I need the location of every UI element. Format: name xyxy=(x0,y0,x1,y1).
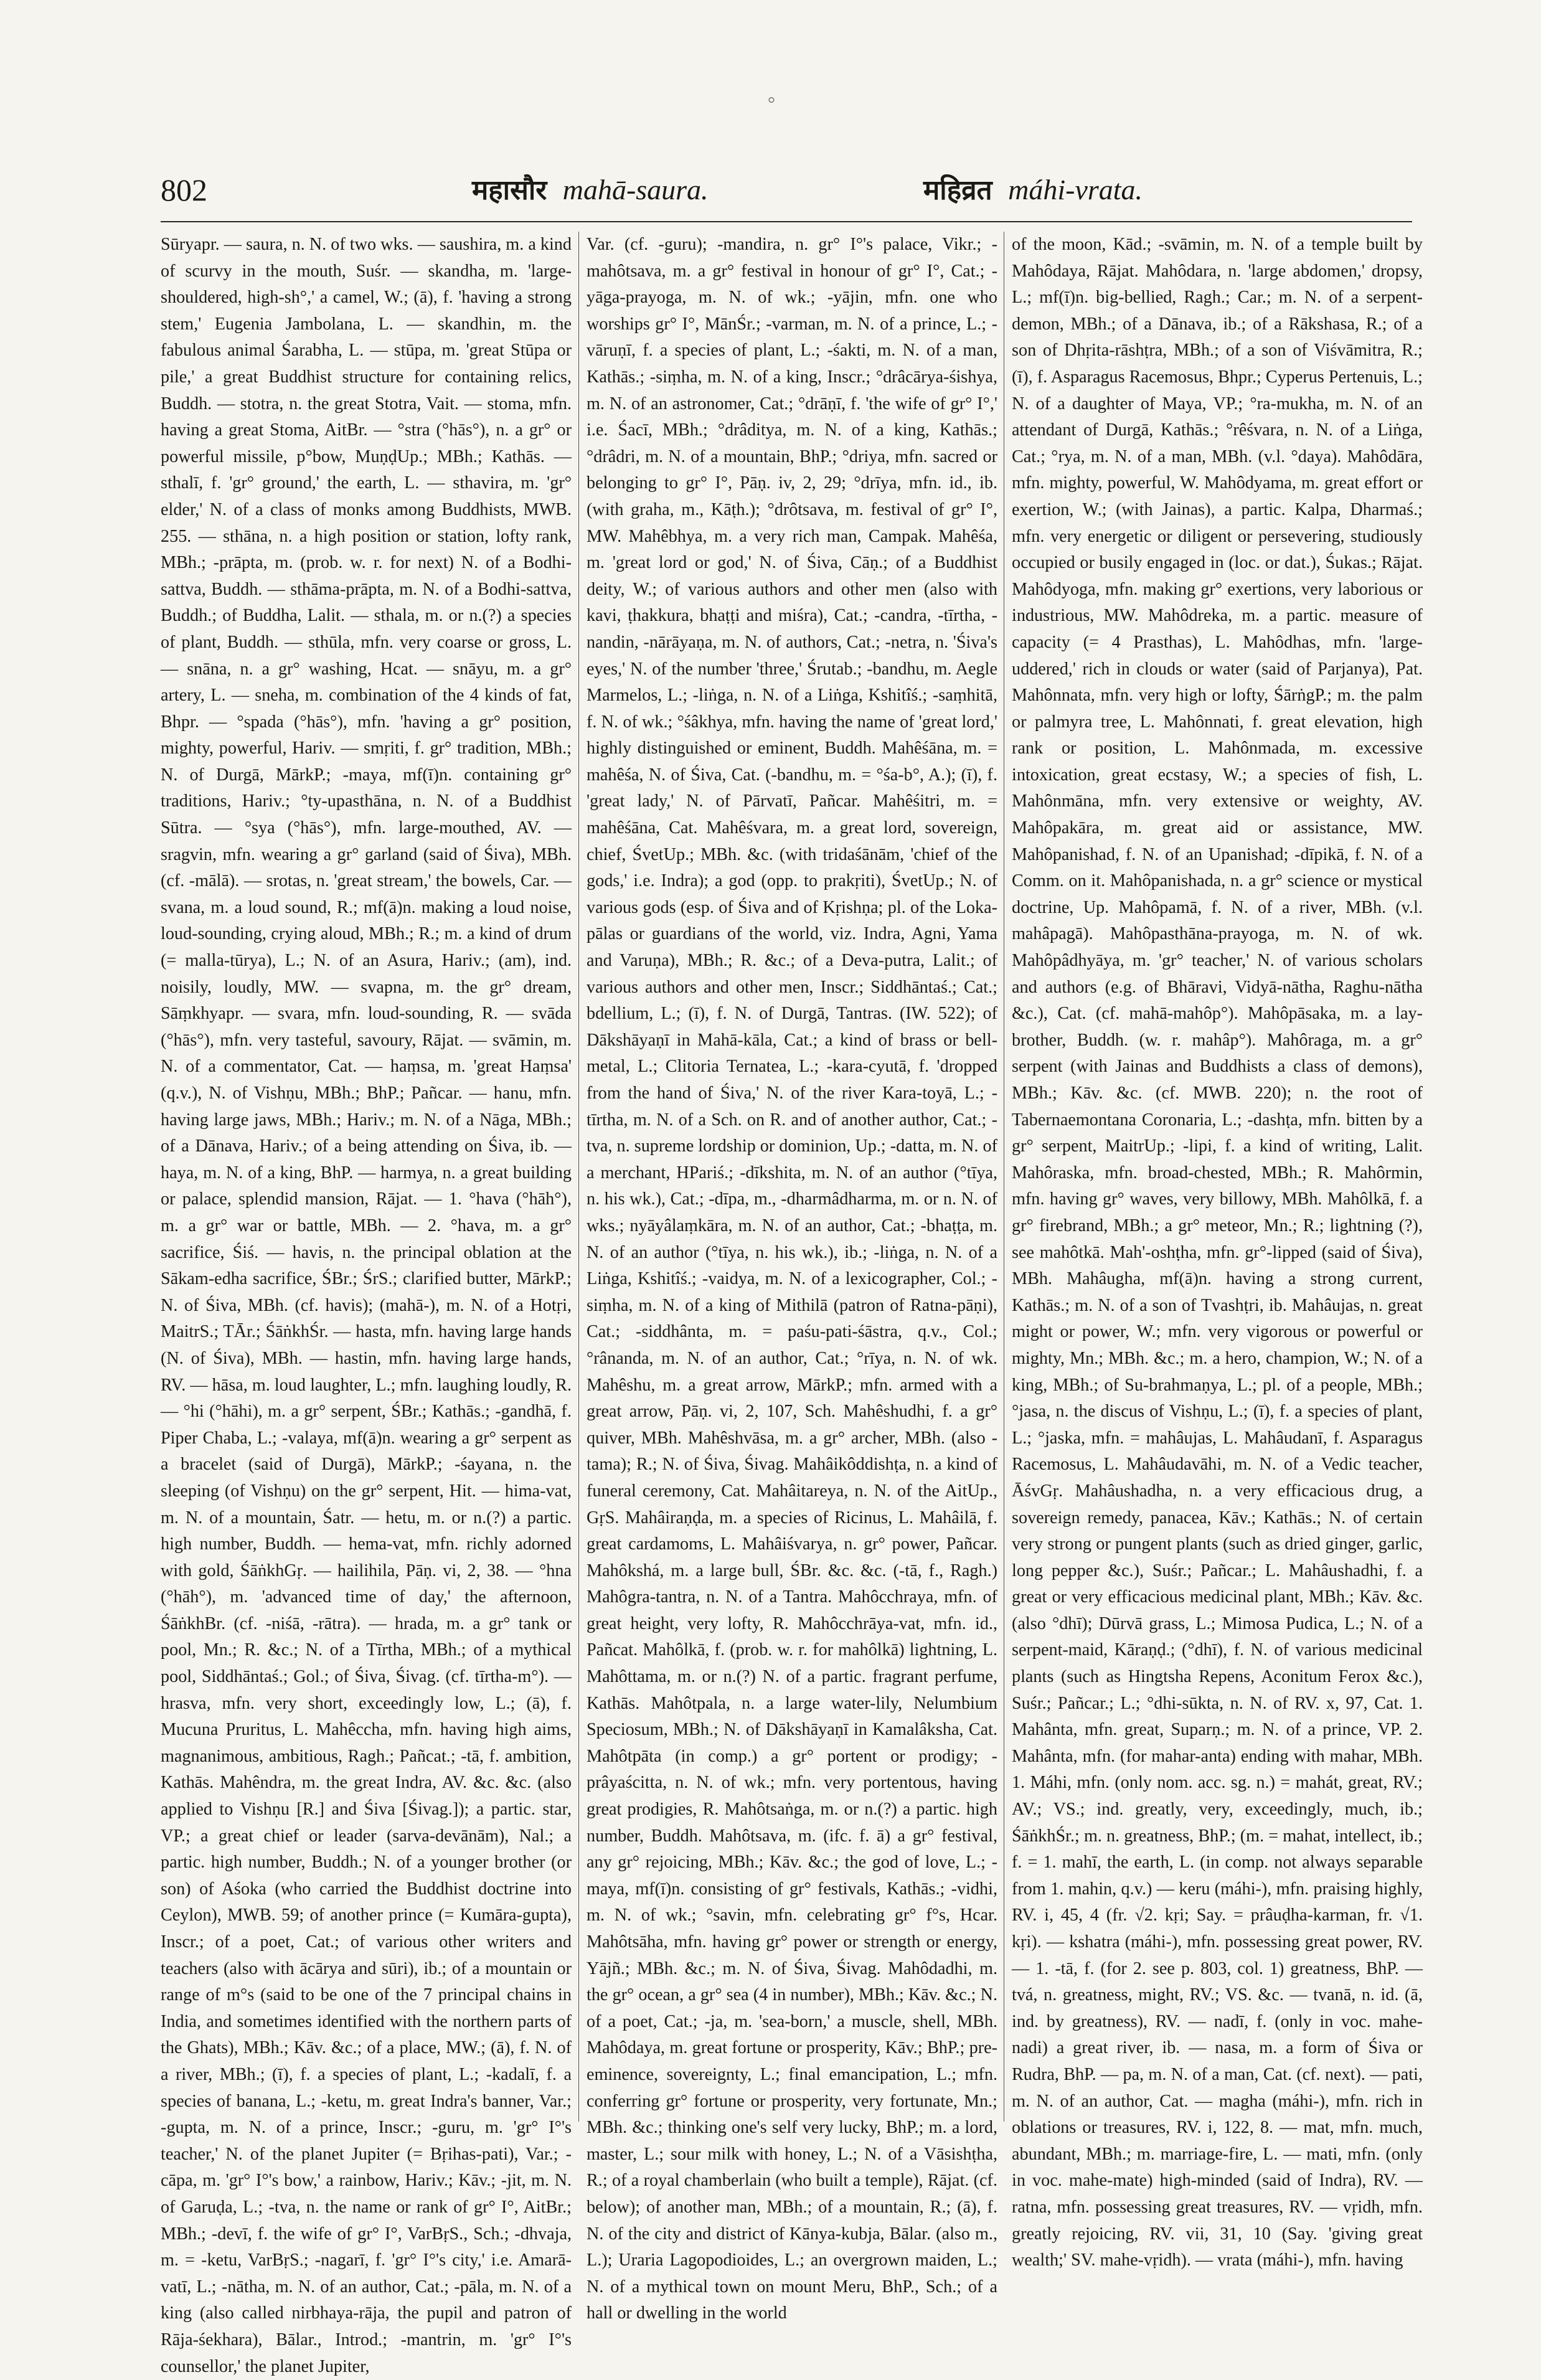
column-divider-1 xyxy=(578,232,579,2122)
column-2 xyxy=(587,232,997,2323)
right-headword-translit: máhi-vrata. xyxy=(1008,174,1143,205)
column-2-text: Var. (cf. -guru); -mandira, n. gr° I°'s palace, Vikr.; -mahôtsava, m. a gr° festival in honour of gr° I°, Cat.; -yāga-prayoga, m. N. of wk.; -yājin, mfn. one who worships gr° I°, MānŚr.; -varman, m. N. of a prince, L.; -vāruṇī, f. a species of plant, L.; -śakti, m. N. of a man, Kathās.; -siṃha, m. N. of a king, Inscr.; °drâcārya-śishya, m. N. of an astronomer, Cat.; °drāṇī, f. 'the wife of gr° I°,' i.e. Śacī, MBh.; °drâditya, m. N. of a king, Kathās.; °drâdri, m. N. of a mountain, BhP.; °driya, mfn. sacred or belonging to gr° I°, Pāṇ. iv, 2, 29; °drīya, mfn. id., ib. (with graha, m., Kāṭh.); °drôtsava, m. festival of gr° I°, MW. Mahêbhya, m. a very rich man, Campak. Mahêśa, m. 'great lord or god,' N. of Śiva, Cāṇ.; of a Buddhist deity, W.; of various authors and other men (also with kavi, ṭhakkura, bhaṭṭi and miśra), Cat.; -candra, -tīrtha, -nandin, -nārāyaṇa, m. N. of authors, Cat.; -netra, n. 'Śiva's eyes,' N. of the number 'three,' Śrutab.; -bandhu, m. Aegle Marmelos, L.; -liṅga, n. N. of a Liṅga, Kshitîś.; -saṃhitā, f. N. of wk.; °śâkhya, mfn. having the name of 'great lord,' highly distinguished or eminent, Buddh. Mahêśāna, m. = mahêśa, N. of Śiva, Cat. (-bandhu, m. = °śa-b°, A.); (ī), f. 'great lady,' N. of Pārvatī, Pañcar. Mahêśitri, m. = mahêśāna, Cat. Mahêśvara, m. a great lord, sovereign, chief, ŚvetUp.; MBh. &c. (with tridaśānām, 'chief of the gods,' i.e. Indra); a god (opp. to prakṛiti), ŚvetUp.; N. of various gods (esp. of Śiva and of Kṛishṇa; pl. of the Loka-pālas or guardians of the world, viz. Indra, Agni, Yama and Varuṇa), MBh.; R. &c.; of a Deva-putra, Lalit.; of various authors and other men, Inscr.; Siddhāntaś.; Cat.; bdellium, L.; (ī), f. N. of Durgā, Tantras. (IW. 522); of Dākshāyaṇī in Mahā-kāla, Cat.; a kind of brass or bell-metal, L.; Clitoria Ternatea, L.; -kara-cyutā, f. 'dropped from the hand of Śiva,' N. of the river Kara-toyā, L.; -tīrtha, m. N. of a Sch. on R. and of another author, Cat.; -tva, n. supreme lordship or dominion, Up.; -datta, m. N. of a merchant, HPariś.; -dīkshita, m. N. of an author (°tīya, n. his wk.), Cat.; -dīpa, m., -dharmâdharma, m. or n. N. of wks.; nyāyâlaṃkāra, m. N. of an author, Cat.; -bhaṭṭa, m. N. of an author (°tīya, n. his wk.), ib.; -liṅga, n. N. of a Liṅga, Kshitîś.; -vaidya, m. N. of a lexicographer, Col.; -siṃha, m. N. of a king of Mithilā (patron of Ratna-pāṇi), Cat.; -siddhânta, m. = paśu-pati-śāstra, q.v., Col.; °rânanda, m. N. of an author, Cat.; °rīya, n. N. of wk. Mahêshu, m. a great arrow, MārkP.; mfn. armed with a great arrow, Pāṇ. vi, 2, 107, Sch. Mahêshudhi, f. a gr° quiver, MBh. Mahêshvāsa, m. a gr° archer, MBh. (also -tama); R.; N. of Śiva, Śivag. Mahâikôddishṭa, n. a kind of funeral ceremony, Cat. Mahâitareya, n. N. of the AitUp., GṛS. Mahâiraṇḍa, m. a species of Ricinus, L. Mahâilā, f. great cardamoms, L. Mahâiśvarya, n. gr° power, Pañcar. Mahôkshá, m. a large bull, ŚBr. &c. &c. (-tā, f., Ragh.) Mahôgra-tantra, n. N. of a Tantra. Mahôcchraya, mfn. of great height, very lofty, R. Mahôcchrāya-vat, mfn. id., Pañcat. Mahôlkā, f. (prob. w. r. for mahôlkā) lightning, L. Mahôttama, m. or n.(?) N. of a partic. fragrant perfume, Kathās. Mahôtpala, n. a large water-lily, Nelumbium Speciosum, MBh.; N. of Dākshāyaṇī in Kamalâksha, Cat. Mahôtpāta (in comp.) a gr° portent or prodigy; -prâyaścitta, n. N. of wk.; mfn. very portentous, having great prodigies, R. Mahôtsaṅga, m. or n.(?) a partic. high number, Buddh. Mahôtsava, m. (ifc. f. ā) a gr° festival, any gr° rejoicing, MBh.; Kāv. &c.; the god of love, L.; -maya, mf(ī)n. consisting of gr° festivals, Kathās.; -vidhi, m. N. of wk.; °savin, mfn. celebrating gr° f°s, Hcar. Mahôtsāha, mfn. having gr° power or strength or energy, Yājñ.; MBh. &c.; m. N. of Śiva, Śivag. Mahôdadhi, m. the gr° ocean, a gr° sea (4 in number), MBh.; Kāv. &c.; N. of a poet, Cat.; -ja, m. 'sea-born,' a muscle, shell, MBh. Mahôdaya, m. great fortune or prosperity, Kāv.; BhP.; pre-eminence, sovereignty, L.; final emancipation, L.; mfn. conferring gr° fortune or prosperity, very fortunate, Mn.; MBh. &c.; thinking one's self very lucky, BhP.; m. a lord, master, L.; sour milk with honey, L.; N. of a Vāsishṭha, R.; of a royal chamberlain (who built a temple), Rājat. (cf. below); of another man, MBh.; of a mountain, R.; (ā), f. N. of the city and district of Kānya-kubja, Bālar. (also m., L.); Uraria Lagopodioides, L.; an overgrown maiden, L.; N. of a mythical town on mount Meru, BhP., Sch.; of a hall or dwelling in the world xyxy=(587,235,997,2323)
left-headword xyxy=(472,168,709,212)
left-headword-translit: mahā-saura. xyxy=(562,174,709,205)
column-3-text: of the moon, Kād.; -svāmin, m. N. of a temple built by Mahôdaya, Rājat. Mahôdara, n. 'large abdomen,' dropsy, L.; mf(ī)n. big-bellied, Ragh.; Car.; m. N. of a serpent-demon, MBh.; of a Dānava, ib.; of a Rākshasa, R.; of a son of Dhṛita-rāshṭra, MBh.; of a son of Viśvāmitra, R.; (ī), f. Asparagus Racemosus, Bhpr.; Cyperus Pertenuis, L.; N. of a daughter of Maya, VP.; °ra-mukha, m. N. of an attendant of Durgā, Kathās.; °rêśvara, n. N. of a Liṅga, Cat.; °rya, m. N. of a man, MBh. (v.l. °daya). Mahôdāra, mfn. mighty, powerful, W. Mahôdyama, m. great effort or exertion, W.; (with Jainas), a partic. Kalpa, Dharmaś.; mfn. very energetic or diligent or persevering, studiously occupied or busily engaged in (loc. or dat.), Śukas.; Rājat. Mahôdyoga, mfn. making gr° exertions, very laborious or industrious, MW. Mahôdreka, m. a partic. measure of capacity (= 4 Prasthas), L. Mahôdhas, mfn. 'large-uddered,' rich in clouds or water (said of Parjanya), Pat. Mahônnata, mfn. very high or lofty, ŚārṅgP.; m. the palm or palmyra tree, L. Mahônnati, f. great elevation, high rank or position, L. Mahônmada, m. excessive intoxication, great ecstasy, W.; a species of fish, L. Mahônmāna, mfn. very extensive or weighty, AV. Mahôpakāra, m. great aid or assistance, MW. Mahôpanishad, f. N. of an Upanishad; -dīpikā, f. N. of a Comm. on it. Mahôpanishada, n. a gr° science or mystical doctrine, Up. Mahôpamā, f. N. of a river, MBh. (v.l. mahâpagā). Mahôpasthāna-prayoga, m. N. of wk. Mahôpâdhyāya, m. 'gr° teacher,' N. of various scholars and authors (e.g. of Bhāravi, Vidyā-nātha, Raghu-nātha &c.), Cat. (cf. mahā-mahôp°). Mahôpāsaka, m. a lay-brother, Buddh. (w. r. mahâp°). Mahôraga, m. a gr° serpent (with Jainas and Buddhists a class of demons), MBh.; Kāv. &c. (cf. MWB. 220); n. the root of Tabernaemontana Coronaria, L.; -dashṭa, mfn. bitten by a gr° serpent, MaitrUp.; -lipi, f. a kind of writing, Lalit. Mahôraska, mfn. broad-chested, MBh.; R. Mahôrmin, mfn. having gr° waves, very billowy, MBh. Mahôlkā, f. a gr° firebrand, MBh.; a gr° meteor, Mn.; R.; lightning (?), see mahôtkā. Mah'-oshṭha, mfn. gr°-lipped (said of Śiva), MBh. Mahâugha, mf(ā)n. having a strong current, Kathās.; m. N. of a son of Tvashṭri, ib. Mahâujas, n. great might or power, W.; mfn. very vigorous or powerful or mighty, Mn.; MBh. &c.; m. a hero, champion, W.; N. of a king, MBh.; of Su-brahmaṇya, L.; pl. of a people, MBh.; °jasa, n. the discus of Vishṇu, L.; (ī), f. a species of plant, L.; °jaska, mfn. = mahâujas, L. Mahâudanī, f. Asparagus Racemosus, L. Mahâudavāhi, m. N. of a Vedic teacher, ĀśvGṛ. Mahâushadha, n. a very efficacious drug, a sovereign remedy, panacea, Kāv.; Kathās.; N. of certain very strong or pungent plants (such as dried ginger, garlic, long pepper &c.), Suśr.; Pañcar.; L. Mahâushadhi, f. a great or very efficacious medicinal plant, MBh.; Kāv. &c. (also °dhī); Dūrvā grass, L.; Mimosa Pudica, L.; N. of a serpent-maid, Kāraṇḍ.; (°dhī), f. N. of various medicinal plants (such as Hingtsha Repens, Aconitum Ferox &c.), Suśr.; Pañcar.; L.; °dhi-sūkta, n. N. of RV. x, 97, Cat. 1. Mahânta, mfn. great, Suparṇ.; m. N. of a prince, VP. 2. Mahânta, mfn. (for mahar-anta) ending with mahar, MBh. 1. Máhi, mfn. (only nom. acc. sg. n.) = mahát, great, RV.; AV.; VS.; ind. greatly, very, exceedingly, much, ib.; ŚāṅkhŚr.; m. n. greatness, BhP.; (m. = mahat, intellect, ib.; f. = 1. mahī, the earth, L. (in comp. not always separable from 1. mahin, q.v.) — keru (máhi-), mfn. praising highly, RV. i, 45, 4 (fr. √2. kṛi; Say. = prâuḍha-karman, fr. √1. kṛi). — kshatra (máhi-), mfn. possessing great power, RV. — 1. -tā, f. (for 2. see p. 803, col. 1) greatness, BhP. — tvá, n. greatness, might, RV.; VS. &c. — tvanā, n. id. (ā, ind. by greatness), RV. — nadī, f. (only in voc. mahe-nadi) a great river, ib. — nasa, m. a form of Śiva or Rudra, BhP. — pa, m. N. of a man, Cat. (cf. next). — pati, m. N. of an author, Cat. — magha (máhi-), mfn. rich in oblations or treasures, RV. i, 122, 8. — mat, mfn. much, abundant, MBh.; m. marriage-fire, L. — mati, mfn. (only in voc. mahe-mate) high-minded (said of Indra), RV. — ratna, mfn. possessing great treasures, RV. — vṛidh, mfn. greatly rejoicing, RV. vii, 31, 10 (Say. 'giving great wealth;' SV. mahe-vṛidh). — vrata (máhi-), mfn. having xyxy=(1012,235,1423,2270)
column-3 xyxy=(1012,232,1423,2270)
top-mark: ° xyxy=(768,93,775,114)
column-1-text: Sūryapr. — saura, n. N. of two wks. — saushira, m. a kind of scurvy in the mouth, Suśr. — skandha, m. 'large-shouldered, high-sh°,' a camel, W.; (ā), f. 'having a strong stem,' Eugenia Jambolana, L. — skandhin, m. the fabulous animal Śarabha, L. — stūpa, m. 'great Stūpa or pile,' a great Buddhist structure for containing relics, Buddh. — stotra, n. the great Stotra, Vait. — stoma, mfn. having a great Stoma, AitBr. — °stra (°hās°), n. a gr° or powerful missile, p°bow, MuṇḍUp.; MBh.; Kathās. — sthalī, f. 'gr° ground,' the earth, L. — sthavira, m. 'gr° elder,' N. of a class of monks among Buddhists, MWB. 255. — sthāna, n. a high position or station, lofty rank, MBh.; -prāpta, m. (prob. w. r. for next) N. of a Bodhi-sattva, Buddh. — sthāma-prāpta, m. N. of a Bodhi-sattva, Buddh.; of Buddha, Lalit. — sthala, m. or n.(?) a species of plant, Buddh. — sthūla, mfn. very coarse or gross, L. — snāna, n. a gr° washing, Hcat. — snāyu, m. a gr° artery, L. — sneha, m. combination of the 4 kinds of fat, Bhpr. — °spada (°hās°), mfn. 'having a gr° position, mighty, powerful, Hariv. — smṛiti, f. gr° tradition, MBh.; N. of Durgā, MārkP.; -maya, mf(ī)n. containing gr° traditions, Hariv.; °ty-upasthāna, n. N. of a Buddhist Sūtra. — °sya (°hās°), mfn. large-mouthed, AV. — sragvin, mfn. wearing a gr° garland (said of Śiva), MBh. (cf. -mālā). — srotas, n. 'great stream,' the bowels, Car. — svana, m. a loud sound, R.; mf(ā)n. making a loud noise, loud-sounding, crying aloud, MBh.; R.; m. a kind of drum (= malla-tūrya), L.; N. of an Asura, Hariv.; (am), ind. noisily, loudly, MW. — svapna, m. the gr° dream, Sāṃkhyapr. — svara, mfn. loud-sounding, R. — svāda (°hās°), mfn. very tasteful, savoury, Rājat. — svāmin, m. N. of a commentator, Cat. — haṃsa, m. 'great Haṃsa' (q.v.), N. of Vishṇu, MBh.; BhP.; Pañcar. — hanu, mfn. having large jaws, MBh.; Hariv.; m. N. of a Nāga, MBh.; of a Dānava, Hariv.; of a being attending on Śiva, ib. — haya, m. N. of a king, BhP. — harmya, n. a great building or palace, splendid mansion, Rājat. — 1. °hava (°hāh°), m. a gr° war or battle, MBh. — 2. °hava, m. a gr° sacrifice, Śiś. — havis, n. the principal oblation at the Sākam-edha sacrifice, ŚBr.; ŚrS.; clarified butter, MārkP.; N. of Śiva, MBh. (cf. havis); (mahā-), m. N. of a Hotṛi, MaitrS.; TĀr.; ŚāṅkhŚr. — hasta, mfn. having large hands (N. of Śiva), MBh. — hastin, mfn. having large hands, RV. — hāsa, m. loud laughter, L.; mfn. laughing loudly, R. — °hi (°hāhi), m. a gr° serpent, ŚBr.; Kathās.; -gandhā, f. Piper Chaba, L.; -valaya, mf(ā)n. wearing a gr° serpent as a bracelet (said of Durgā), MārkP.; -śayana, n. the sleeping (of Vishṇu) on the gr° serpent, Hit. — hima-vat, m. N. of a mountain, Śatr. — hetu, m. or n.(?) a partic. high number, Buddh. — hema-vat, mfn. richly adorned with gold, ŚāṅkhGṛ. — hailihila, Pāṇ. vi, 2, 38. — °hna (°hāh°), m. 'advanced time of day,' the afternoon, ŚāṅkhBr. (cf. -niśā, -rātra). — hrada, m. a gr° tank or pool, Mn.; R. &c.; N. of a Tīrtha, MBh.; of a mythical pool, Siddhāntaś.; Gol.; of Śiva, Śivag. (cf. tīrtha-m°). — hrasva, mfn. very short, exceedingly low, L.; (ā), f. Mucuna Pruritus, L. Mahêccha, mfn. having high aims, magnanimous, ambitious, Ragh.; Pañcat.; -tā, f. ambition, Kathās. Mahêndra, m. the great Indra, AV. &c. &c. (also applied to Vishṇu [R.] and Śiva [Śivag.]); a partic. star, VP.; a great chief or leader (sarva-devānām), Nal.; a partic. high number, Buddh.; N. of a younger brother (or son) of Aśoka (who carried the Buddhist doctrine into Ceylon), MWB. 59; of another prince (= Kumāra-gupta), Inscr.; of a poet, Cat.; of various other writers and teachers (also with ācārya and sūri), ib.; of a mountain or range of m°s (said to be one of the 7 principal chains in India, and sometimes identified with the northern parts of the Ghats), MBh.; Kāv. &c.; of a place, MW.; (ā), f. N. of a river, MBh.; (ī), f. a species of plant, L.; -kadalī, f. a species of banana, L.; -ketu, m. great Indra's banner, Var.; -gupta, m. N. of a prince, Inscr.; -guru, m. 'gr° I°'s teacher,' N. of the planet Jupiter (= Bṛihas-pati), Var.; -cāpa, m. 'gr° I°'s bow,' a rainbow, Hariv.; Kāv.; -jit, m. N. of Garuḍa, L.; -tva, n. the name or rank of gr° I°, AitBr.; MBh.; -devī, f. the wife of gr° I°, VarBṛS., Sch.; -dhvaja, m. = -ketu, VarBṛS.; -nagarī, f. 'gr° I°'s city,' i.e. Amarā-vatī, L.; -nātha, m. N. of an author, Cat.; -pāla, m. N. of a king (also called nirbhaya-rāja, the pupil and patron of Rāja-śekhara), Bālar., Introd.; -mantrin, m. 'gr° I°'s counsellor,' the planet Jupiter, xyxy=(161,235,572,2376)
column-1 xyxy=(161,232,572,2376)
running-header xyxy=(161,168,1412,212)
page-number: 802 xyxy=(161,172,207,207)
left-headword-devanagari: महासौर xyxy=(472,174,547,206)
header-rule xyxy=(161,221,1412,222)
right-headword xyxy=(923,168,1143,212)
right-headword-devanagari: महिव्रत xyxy=(923,174,992,206)
